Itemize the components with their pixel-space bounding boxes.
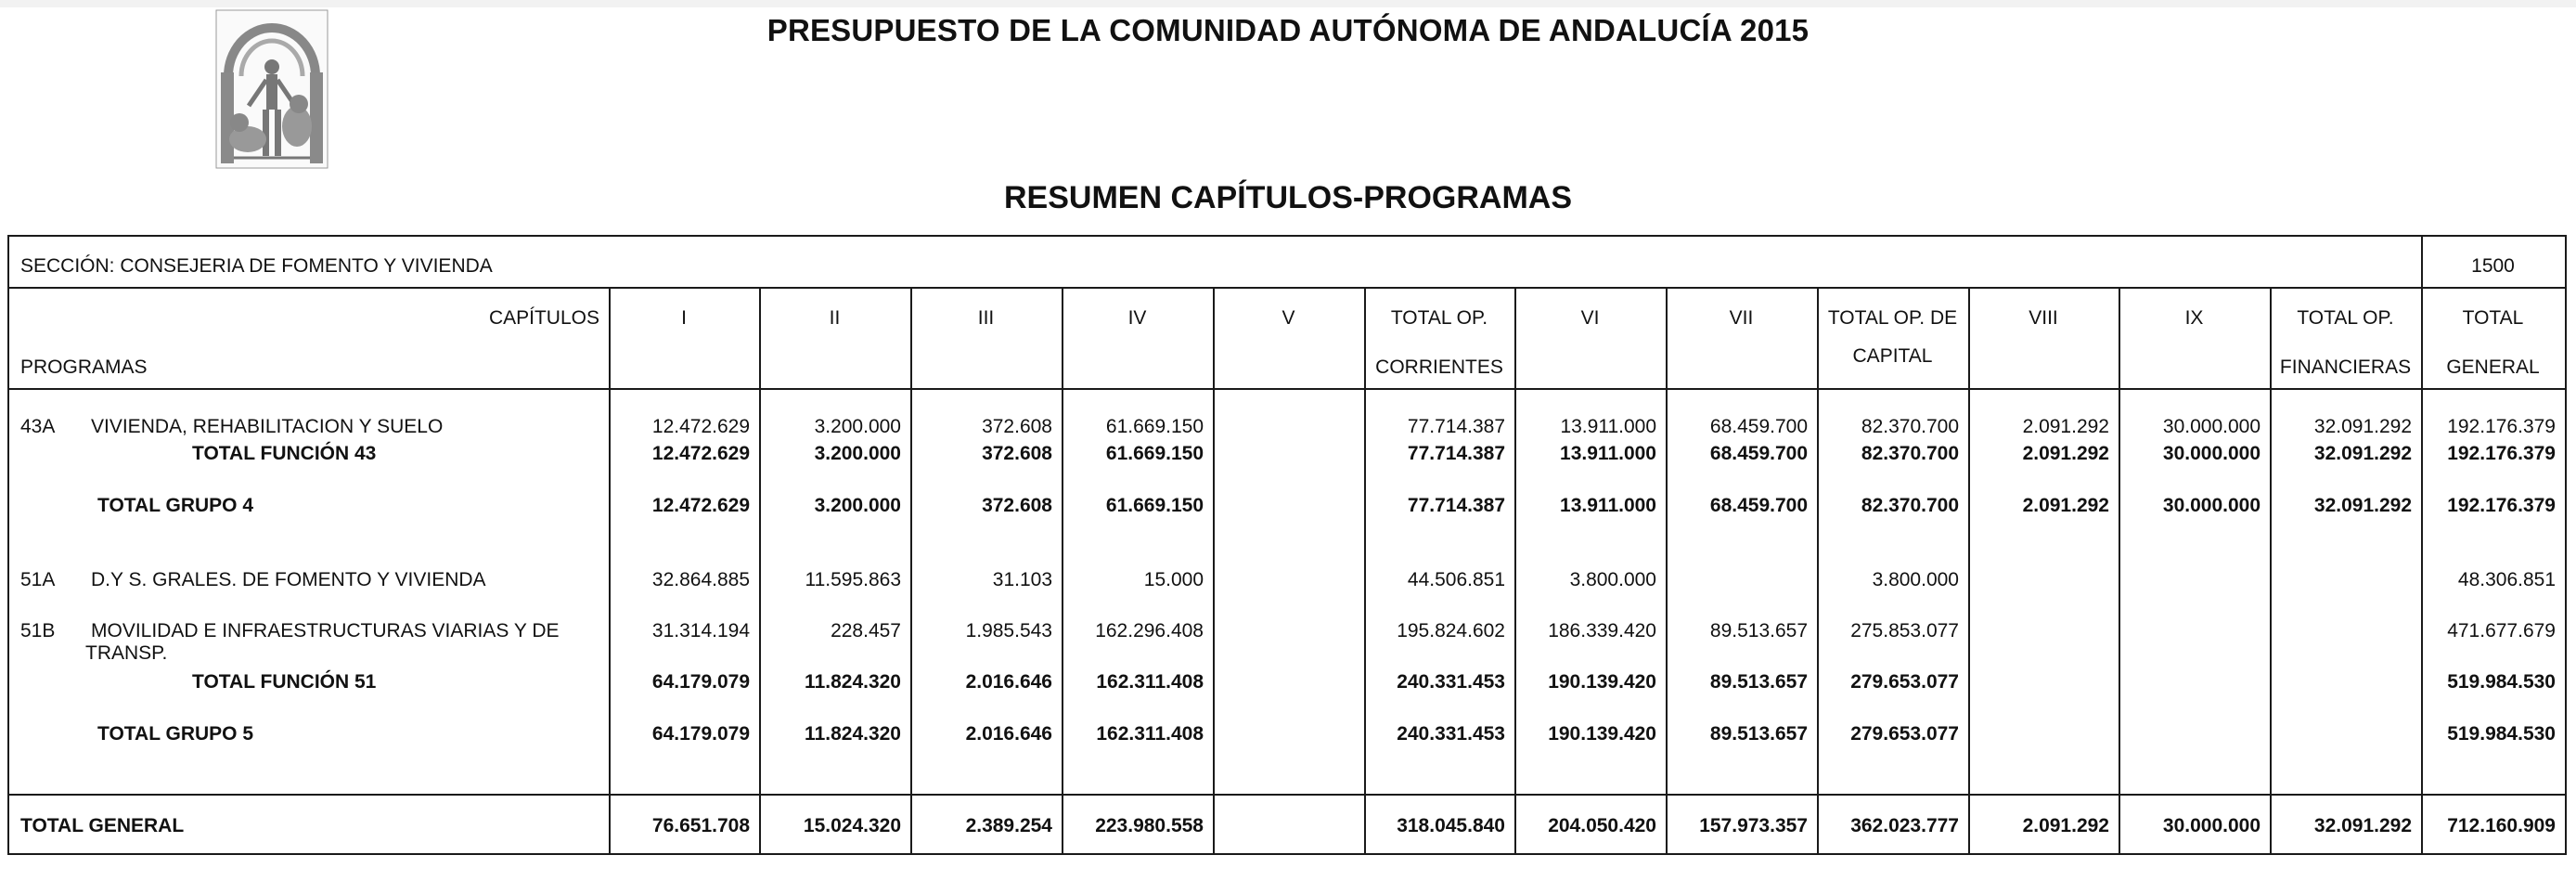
table-cell: 11.824.320: [805, 671, 901, 693]
table-cell: 30.000.000: [2162, 495, 2260, 516]
table-cell: 77.714.387: [1407, 416, 1505, 437]
program-label: D.Y S. GRALES. DE FOMENTO Y VIVIENDA: [91, 569, 486, 590]
total-cell: 2.091.292: [2022, 815, 2109, 836]
table-cell: 3.200.000: [814, 416, 901, 437]
table-cell: 2.091.292: [2022, 495, 2109, 516]
table-cell: 240.331.453: [1397, 723, 1505, 745]
table-cell: 275.853.077: [1850, 620, 1959, 641]
total-cell: 318.045.840: [1397, 815, 1505, 836]
table-cell: 68.459.700: [1709, 495, 1808, 516]
table-cell: 44.506.851: [1407, 569, 1505, 590]
subtotal-label: TOTAL FUNCIÓN 43: [192, 443, 377, 464]
document-title: PRESUPUESTO DE LA COMUNIDAD AUTÓNOMA DE ANDALUCÍA 2015: [766, 13, 1810, 47]
table-cell: 372.608: [982, 416, 1052, 437]
column-divider: [2119, 287, 2120, 855]
total-cell: 204.050.420: [1548, 815, 1656, 836]
table-cell: 192.176.379: [2447, 495, 2556, 516]
capitulos-header: CAPÍTULOS: [488, 307, 599, 329]
table-cell: 82.370.700: [1861, 443, 1959, 464]
section-divider: [9, 287, 2565, 289]
table-cell: 162.311.408: [1096, 723, 1204, 745]
column-header: VII: [1729, 307, 1754, 329]
table-cell: 519.984.530: [2447, 723, 2556, 745]
table-cell: 64.179.079: [651, 671, 750, 693]
table-cell: 13.911.000: [1560, 416, 1656, 437]
subtotal-label: TOTAL GRUPO 5: [97, 723, 254, 745]
table-cell: 15.000: [1143, 569, 1204, 590]
table-cell: 68.459.700: [1709, 443, 1808, 464]
column-header: II: [829, 307, 841, 329]
table-cell: 372.608: [982, 495, 1052, 516]
row-code: 43A: [20, 416, 56, 437]
table-cell: 372.608: [982, 443, 1052, 464]
table-cell: 1.985.543: [965, 620, 1052, 641]
table-cell: 82.370.700: [1861, 495, 1959, 516]
budget-table: [7, 235, 2567, 855]
total-general-label: TOTAL GENERAL: [20, 815, 185, 836]
table-cell: 31.314.194: [651, 620, 750, 641]
column-header: TOTAL OP.: [1390, 307, 1488, 329]
column-header: I: [681, 307, 687, 329]
table-cell: 2.016.646: [965, 671, 1052, 693]
program-label: VIVIENDA, REHABILITACION Y SUELO: [91, 416, 444, 437]
subtotal-label: TOTAL FUNCIÓN 51: [192, 671, 377, 693]
total-cell: 30.000.000: [2162, 815, 2260, 836]
table-cell: 190.139.420: [1548, 671, 1656, 693]
table-cell: 61.669.150: [1105, 495, 1204, 516]
total-cell: 76.651.708: [651, 815, 750, 836]
total-cell: 223.980.558: [1095, 815, 1204, 836]
column-header-sub: CORRIENTES: [1375, 356, 1503, 378]
column-header: IV: [1127, 307, 1147, 329]
table-cell: 162.296.408: [1095, 620, 1204, 641]
table-cell: 13.911.000: [1560, 443, 1656, 464]
table-cell: 279.653.077: [1850, 723, 1959, 745]
table-cell: 32.864.885: [651, 569, 750, 590]
column-header-sub: FINANCIERAS: [2279, 356, 2412, 378]
table-cell: 3.200.000: [814, 495, 901, 516]
column-header-sub: GENERAL: [2446, 356, 2540, 378]
table-cell: 68.459.700: [1709, 416, 1808, 437]
table-cell: 162.311.408: [1096, 671, 1204, 693]
column-header-sub: CAPITAL: [1852, 345, 1933, 367]
table-cell: 2.016.646: [965, 723, 1052, 745]
table-cell: 64.179.079: [651, 723, 750, 745]
row-code: 51B: [20, 620, 56, 641]
table-cell: 32.091.292: [2313, 495, 2412, 516]
column-divider: [1213, 287, 1215, 855]
table-cell: 77.714.387: [1407, 443, 1505, 464]
table-cell: 32.091.292: [2313, 416, 2412, 437]
table-cell: 48.306.851: [2457, 569, 2556, 590]
table-cell: 13.911.000: [1560, 495, 1656, 516]
table-cell: 12.472.629: [651, 443, 750, 464]
table-cell: 61.669.150: [1105, 443, 1204, 464]
table-cell: 195.824.602: [1397, 620, 1505, 641]
table-cell: 471.677.679: [2447, 620, 2556, 641]
table-cell: 12.472.629: [651, 495, 750, 516]
total-cell: 362.023.777: [1850, 815, 1959, 836]
program-label: MOVILIDAD E INFRAESTRUCTURAS VIARIAS Y DE: [91, 620, 560, 641]
table-cell: 190.139.420: [1548, 723, 1656, 745]
column-divider: [1666, 287, 1668, 855]
table-cell: 186.339.420: [1548, 620, 1656, 641]
table-cell: 61.669.150: [1105, 416, 1204, 437]
column-header: III: [977, 307, 995, 329]
document-subtitle: RESUMEN CAPÍTULOS-PROGRAMAS: [1003, 180, 1573, 215]
table-cell: 11.824.320: [805, 723, 901, 745]
table-cell: 89.513.657: [1709, 620, 1808, 641]
table-cell: 32.091.292: [2313, 443, 2412, 464]
column-divider: [1968, 287, 1970, 855]
column-header: IX: [2184, 307, 2204, 329]
table-cell: 89.513.657: [1709, 723, 1808, 745]
header-divider: [9, 388, 2565, 390]
table-cell: 30.000.000: [2162, 416, 2260, 437]
table-cell: 77.714.387: [1407, 495, 1505, 516]
row-code: 51A: [20, 569, 56, 590]
column-header: VI: [1580, 307, 1600, 329]
table-cell: 3.800.000: [1569, 569, 1656, 590]
table-cell: 240.331.453: [1397, 671, 1505, 693]
table-cell: 30.000.000: [2162, 443, 2260, 464]
table-cell: 11.595.863: [805, 569, 901, 590]
top-band: [0, 0, 2576, 7]
subtotal-label: TOTAL GRUPO 4: [97, 495, 254, 516]
table-cell: 519.984.530: [2447, 671, 2556, 693]
column-header: VIII: [2029, 307, 2058, 329]
table-cell: 279.653.077: [1850, 671, 1959, 693]
total-cell: 157.973.357: [1699, 815, 1808, 836]
table-cell: 192.176.379: [2447, 443, 2556, 464]
table-cell: 192.176.379: [2447, 416, 2556, 437]
table-cell: 3.800.000: [1872, 569, 1959, 590]
column-header: TOTAL OP.: [2297, 307, 2394, 329]
total-cell: 712.160.909: [2447, 815, 2556, 836]
column-header: V: [1282, 307, 1295, 329]
program-label-cont: TRANSP.: [85, 642, 168, 664]
table-cell: 228.457: [831, 620, 901, 641]
table-cell: 31.103: [992, 569, 1052, 590]
table-cell: 2.091.292: [2022, 443, 2109, 464]
total-cell: 15.024.320: [803, 815, 901, 836]
total-cell: 2.389.254: [965, 815, 1052, 836]
table-cell: 12.472.629: [651, 416, 750, 437]
table-cell: 82.370.700: [1861, 416, 1959, 437]
table-cell: 89.513.657: [1709, 671, 1808, 693]
section-code: 1500: [2471, 255, 2515, 277]
section-label: SECCIÓN: CONSEJERIA DE FOMENTO Y VIVIENDA: [20, 255, 493, 277]
total-divider: [9, 794, 2565, 796]
programas-header: PROGRAMAS: [20, 356, 148, 378]
total-cell: 32.091.292: [2313, 815, 2412, 836]
column-header: TOTAL: [2462, 307, 2524, 329]
table-cell: 2.091.292: [2022, 416, 2109, 437]
column-header: TOTAL OP. DE: [1827, 307, 1958, 329]
table-cell: 3.200.000: [814, 443, 901, 464]
